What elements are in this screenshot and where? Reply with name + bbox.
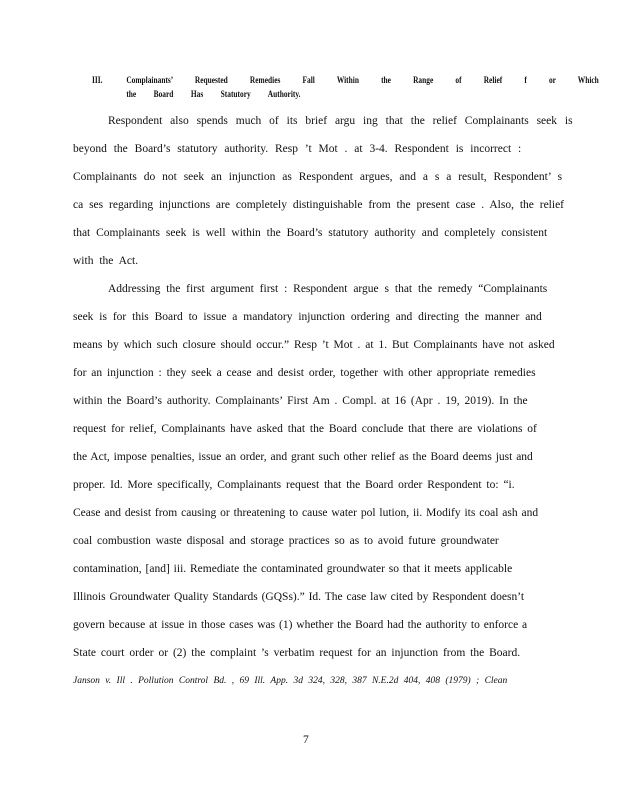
paragraph-line: seek is for this Board to issue a mandatory injunction ordering and directing the manner and — [73, 311, 542, 323]
section-title-line-1: Complainants’ Requested Remedies Fall Within the Range of Relief f or Which — [126, 76, 599, 86]
paragraph-line: Addressing the first argument first : Respondent argue s that the remedy “Complainants — [108, 283, 548, 295]
citation-line: Janson v. Ill . Pollution Control Bd. , 69 Ill. App. 3d 324, 328, 387 N.E.2d 404, 408 (1979) ; Clean — [73, 676, 508, 686]
paragraph-line: the Act, impose penalties, issue an order, and grant such other relief as the Board deems just and — [73, 451, 533, 463]
paragraph-line: contamination, [and] iii. Remediate the contaminated groundwater so that it meets applicable — [73, 563, 513, 575]
paragraph-line: Complainants do not seek an injunction as Respondent argues, and a s a result, Respondent’ s — [73, 171, 563, 183]
paragraph-line: Cease and desist from causing or threatening to cause water pol lution, ii. Modify its coal ash and — [73, 507, 539, 519]
paragraph-line: beyond the Board’s statutory authority. Resp ’t Mot . at 3-4. Respondent is incorrect : — [73, 143, 522, 155]
section-title-line-2: the Board Has Statutory Authority. — [126, 90, 301, 100]
paragraph-line: State court order or (2) the complaint ’s verbatim request for an injunction from the Board. — [73, 647, 521, 659]
paragraph-line: means by which such closure should occur.” Resp ’t Mot . at 1. But Complainants have not asked — [73, 339, 555, 351]
paragraph-line: coal combustion waste disposal and storage practices so as to avoid future groundwater — [73, 535, 499, 547]
paragraph-line: request for relief, Complainants have asked that the Board conclude that there are violations of — [73, 423, 537, 435]
page-number: 7 — [303, 734, 309, 746]
section-number: III. — [92, 76, 103, 86]
paragraph-line: Illinois Groundwater Quality Standards (GQSs).” Id. The case law cited by Respondent doesn’t — [73, 591, 525, 603]
paragraph-line: ca ses regarding injunctions are completely distinguishable from the present case . Also, the relief — [73, 199, 564, 211]
paragraph-line: within the Board’s authority. Complainants’ First Am . Compl. at 16 (Apr . 19, 2019). In the — [73, 395, 528, 407]
paragraph-line: Respondent also spends much of its brief argu ing that the relief Complainants seek is — [108, 115, 573, 127]
paragraph-line: govern because at issue in those cases was (1) whether the Board had the authority to enforce a — [73, 619, 528, 631]
paragraph-line: proper. Id. More specifically, Complainants request that the Board order Respondent to: “i. — [73, 479, 515, 491]
paragraph-line: with the Act. — [73, 255, 139, 267]
paragraph-line: for an injunction : they seek a cease and desist order, together with other appropriate remedies — [73, 367, 536, 379]
paragraph-line: that Complainants seek is well within the Board’s statutory authority and completely consistent — [73, 227, 548, 239]
